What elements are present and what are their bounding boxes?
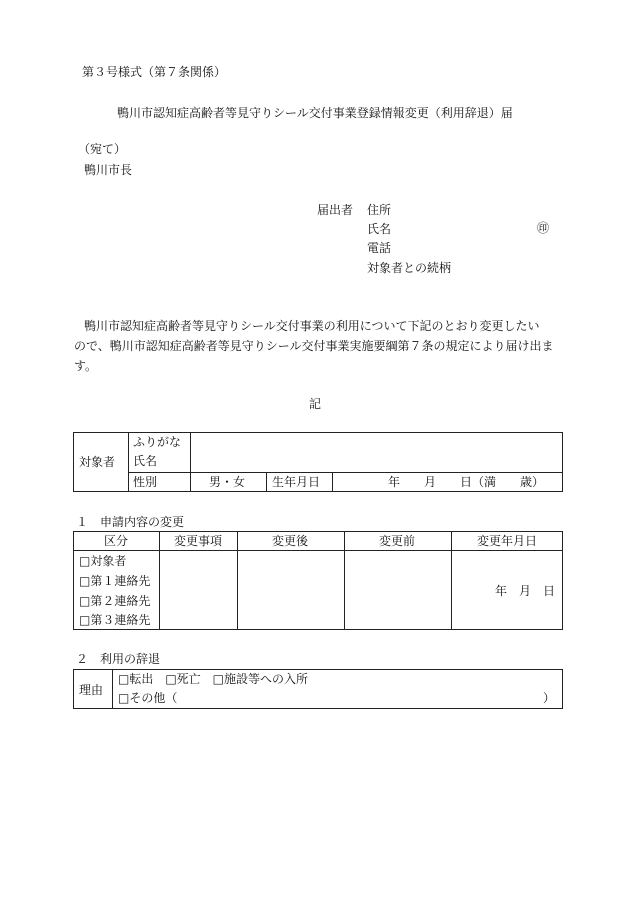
header-before: 変更前	[378, 534, 416, 548]
gender-options: 男・女	[209, 475, 246, 489]
reason-other-checkbox[interactable]: □その他（	[118, 691, 178, 705]
subject-name-label: 氏名	[133, 454, 158, 468]
header-change-date: 変更年月日	[476, 534, 538, 548]
category-subject-checkbox[interactable]: □対象者	[79, 554, 127, 568]
form-number: 第３号様式（第７条関係）	[82, 65, 227, 79]
body-text-line-2: ので、鴨川市認知症高齢者等見守りシール交付事業実施要綱第７条の規定により届け出ま	[74, 339, 554, 353]
document-title: 鴨川市認知症高齢者等見守りシール交付事業登録情報変更（利用辞退）届	[117, 106, 513, 120]
birthdate-label: 生年月日	[272, 475, 321, 489]
applicant-label: 届出者	[317, 203, 354, 217]
header-after: 変更後	[271, 534, 309, 548]
applicant-address-label: 住所	[367, 203, 392, 217]
header-category: 区分	[103, 534, 129, 548]
addressee-name: 鴨川市長	[84, 163, 133, 177]
change-date-value: 年 月 日	[495, 584, 556, 598]
applicant-relationship-label: 対象者との続柄	[367, 261, 452, 275]
header-change-item: 変更事項	[173, 534, 223, 548]
ki-heading: 記	[309, 397, 322, 411]
section-2-title: ２ 利用の辞退	[76, 652, 161, 666]
body-text-line-3: す。	[74, 359, 98, 373]
body-text-line-1: 鴨川市認知症高齢者等見守りシール交付事業の利用について下記のとおり変更したい	[84, 319, 540, 333]
gender-label: 性別	[133, 475, 158, 489]
reason-label: 理由	[79, 683, 104, 697]
applicant-phone-label: 電話	[367, 241, 392, 255]
subject-row-header: 対象者	[79, 455, 116, 469]
section-1-title: １ 申請内容の変更	[76, 515, 185, 529]
category-contact-2-checkbox[interactable]: □第２連絡先	[79, 594, 151, 608]
birthdate-value: 年 月 日（満 歳）	[388, 475, 545, 489]
category-contact-1-checkbox[interactable]: □第１連絡先	[79, 574, 151, 588]
addressee-to: （宛て）	[78, 142, 127, 156]
applicant-name-label: 氏名	[367, 222, 392, 236]
reason-other-close-paren: ）	[543, 691, 556, 705]
category-contact-3-checkbox[interactable]: □第３連絡先	[79, 613, 151, 627]
reason-options-line-1[interactable]: □転出 □死亡 □施設等への入所	[118, 672, 309, 686]
seal-mark: ㊞	[537, 221, 550, 235]
furigana-label: ふりがな	[133, 435, 182, 449]
